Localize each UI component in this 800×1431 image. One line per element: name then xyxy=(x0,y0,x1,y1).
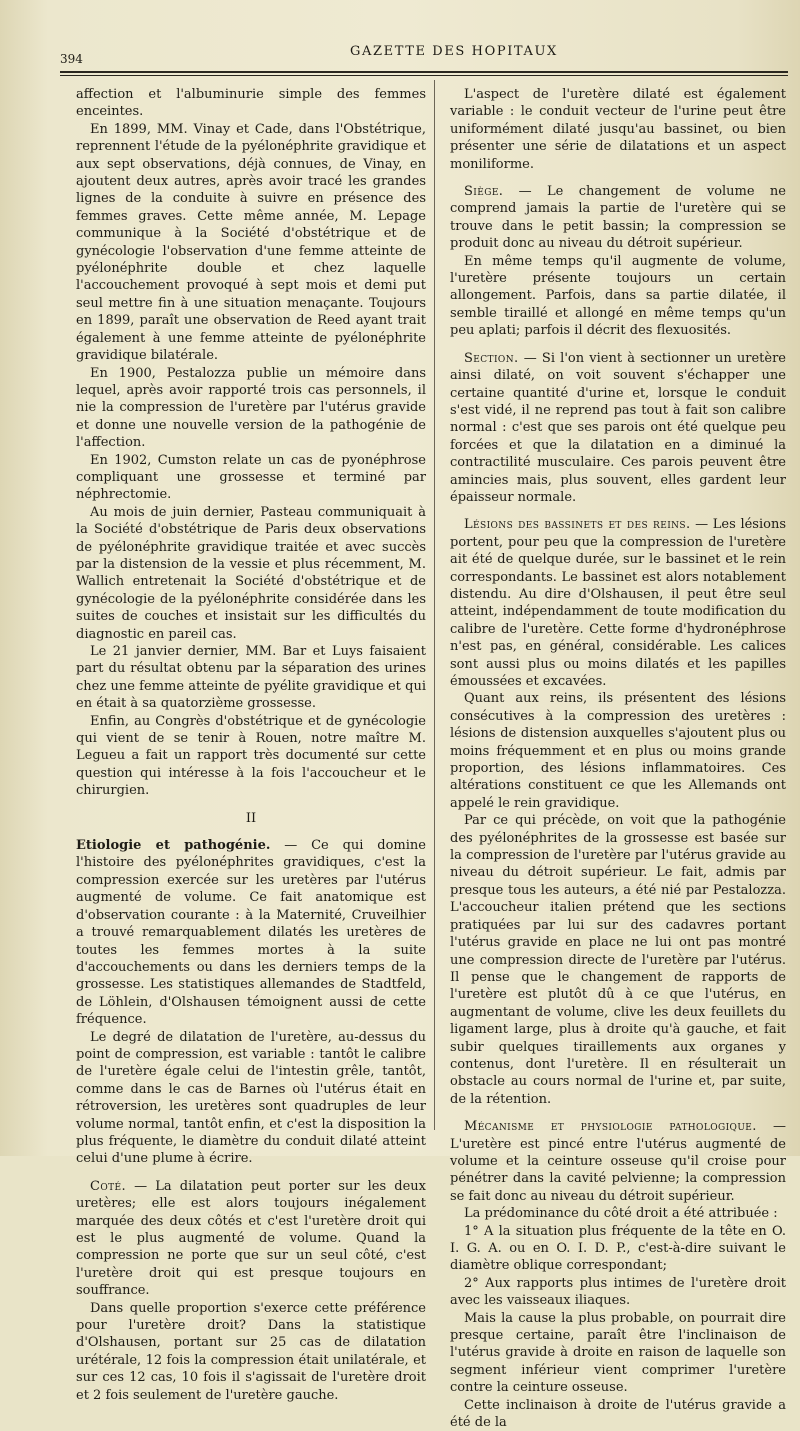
paragraph: Enfin, au Congrès d'obstétrique et de gynécologie qui vient de se tenir à Rouen, notre maître M. Legueu a fait un rapport très documenté sur cette question qui intéresse à la fois l'accoucheur et le chirurgien. xyxy=(76,713,426,799)
paragraph: La prédominance du côté droit a été attribuée : xyxy=(464,1206,778,1222)
paragraph-text: — La dilatation peut porter sur les deux uretères; elle est alors toujours inégalement marquée des deux côtés et c'est l'uretère droit qui est le plus augmenté de volume. Quand la compression ne porte que sur un seul côté, c'est l'uretère droit qui est presque toujours en souffrance. xyxy=(76,1178,426,1299)
paragraph-text: — Les lésions portent, pour peu que la compression de l'uretère ait été de quelque durée, sur le bassinet et le rein correspondants. Le bassinet est alors notablement distendu. Au dire d'Olshausen, il peut être seul atteint, indépendamment de toute modification du calibre de l'uretère. Cette forme d'hydronéphrose n'est pas, en général, considérable. Les calices sont aussi plus ou moins dilatés et les papilles émoussées et excavées. xyxy=(450,517,786,689)
paragraph xyxy=(450,350,786,507)
header-rule-thin xyxy=(60,75,788,76)
paragraph-text: — Si l'on vient à sectionner un uretère ainsi dilaté, on voit souvent s'échapper une certaine quantité d'urine et, lorsque le conduit s'est vidé, il ne reprend pas tout à fait son calibre normal : c'est que ses parois ont été quelque peu forcées et que la dilatation en a diminué la contractilité musculaire. Ces parois peuvent être amincies mais, plus souvent, elles gardent leur épaisseur normale. xyxy=(450,350,786,505)
paragraph-heading: Lésions des bassinets et des reins. xyxy=(464,517,691,533)
paragraph: Mais la cause la plus probable, on pourrait dire presque certaine, paraît être l'inclinaison de l'utérus gravide à droite en raison de laquelle son segment inférieur vient comprimer l'uretère contre la ceinture osseuse. xyxy=(450,1310,786,1396)
page-number: 394 xyxy=(60,52,83,66)
paragraph: En même temps qu'il augmente de volume, l'uretère présente toujours un certain allongement. Parfois, dans sa partie dilatée, il semble tiraillé et allongé en même temps qu'un peu aplati; parfois il décrit des flexuosités. xyxy=(450,253,786,339)
paragraph: Par ce qui précède, on voit que la pathogénie des pyélonéphrites de la grossesse est basée sur la compression de l'uretère par l'utérus gravide au niveau du détroit supérieur. Le fait, admis par presque tous les auteurs, a été nié par Pestalozza. L'accoucheur italien prétend que les sections pratiquées par lui sur des cadavres portant l'utérus gravide en place ne lui ont pas montré une compression directe de l'uretère par l'utérus. Il pense que le changement de rapports de l'uretère est plutôt dû à ce que l'utérus, en augmentant de volume, clive les deux feuillets du ligament large, plus à droite qu'à gauche, et fait subir quelques tiraillements aux organes y contenus, dont l'uretère. Il en résulterait un obstacle au cours normal de l'urine et, par suite, de la rétention. xyxy=(450,813,786,1107)
paragraph-heading: Mécanisme et physiologie pathologique. xyxy=(464,1119,757,1135)
paragraph xyxy=(76,837,426,1028)
paragraph: Le degré de dilatation de l'uretère, au-dessus du point de compression, est variable : tantôt le calibre de l'uretère égale celui de l'intestin grêle, tantôt, comme dans le cas de Barnes où l'utérus était en rétroversion, les uretères sont quadruples de leur volume normal, tantôt enfin, et c'est la disposition la plus fréquente, le diamètre du conduit dilaté atteint celui d'une plume à écrire. xyxy=(76,1029,426,1167)
paragraph-heading: Siège. xyxy=(464,184,504,200)
paragraph: Au mois de juin dernier, Pasteau communiquait à la Société d'obstétrique de Paris deux observations de pyélonéphrite gravidique traitée et avec succès par la distension de la vessie et plus récemment, M. Wallich entretenait la Société d'obstétrique et de gynécologie de la pyélonéphrite considérée dans les suites de couches et insistait sur les difficultés du diagnostic en pareil cas. xyxy=(76,504,426,642)
paragraph: En 1900, Pestalozza publie un mémoire dans lequel, après avoir rapporté trois cas personnels, il nie la compression de l'uretère par l'utérus gravide et donne une nouvelle version de la pathogénie de l'affection. xyxy=(76,365,426,451)
paragraph xyxy=(450,183,786,253)
paragraph-heading: Etiologie et pathogénie. xyxy=(76,838,271,854)
running-header xyxy=(0,42,800,66)
paragraph: En 1902, Cumston relate un cas de pyonéphrose compliquant une grossesse et terminé par néphrectomie. xyxy=(76,452,426,503)
paragraph: 1° A la situation plus fréquente de la tête en O. I. G. A. ou en O. I. D. P., c'est-à-dire suivant le diamètre oblique correspondant; xyxy=(450,1223,786,1274)
paragraph-text: — Le changement de volume ne comprend jamais la partie de l'uretère qui se trouve dans le petit bassin; la compression se produit donc au niveau du détroit supérieur. xyxy=(450,184,786,252)
paragraph: Dans quelle proportion s'exerce cette préférence pour l'uretère droit? Dans la statistique d'Olshausen, portant sur 25 cas de dilatation urétérale, 12 fois la compression était unilatérale, et sur ces 12 cas, 10 fois il s'agissait de l'uretère droit et 2 fois seulement de l'uretère gauche. xyxy=(76,1300,426,1403)
paragraph: L'aspect de l'uretère dilaté est également variable : le conduit vecteur de l'urine peut être uniformément dilaté jusqu'au bassinet, ou bien présenter une série de dilatations et un aspect moniliforme. xyxy=(450,87,786,172)
paragraph-text: — L'uretère est pincé entre l'utérus augmenté de volume et la ceinture osseuse qu'il croise pour pénétrer dans la cavité pelvienne; la compression se fait donc au niveau du détroit supérieur. xyxy=(450,1119,786,1204)
paragraph-heading: Coté. xyxy=(90,1178,127,1194)
left-column xyxy=(76,86,426,1404)
paragraph: affection et l'albuminurie simple des femmes enceintes. xyxy=(76,87,426,120)
column-divider xyxy=(434,80,435,1130)
paragraph xyxy=(76,1178,426,1300)
header-rule-thick xyxy=(60,71,788,73)
paragraph: 2° Aux rapports plus intimes de l'uretère droit avec les vaisseaux iliaques. xyxy=(450,1275,786,1309)
paragraph: Cette inclinaison à droite de l'utérus gravide a été de la xyxy=(450,1397,786,1431)
paragraph xyxy=(450,516,786,690)
paragraph: En 1899, MM. Vinay et Cade, dans l'Obstétrique, reprennent l'étude de la pyélonéphrite gravidique et aux sept observations, déjà connues, de Vinay, en ajoutent deux autres, après avoir tracé les grandes lignes de la conduite à suivre en présence des femmes graves. Cette même année, M. Lepage communique à la Société d'obstétrique et de gynécologie l'observation d'une femme atteinte de pyélonéphrite double et chez laquelle l'accouchement provoqué à sept mois et demi put seul mettre fin à une situation menaçante. Toujours en 1899, paraît une observation de Reed ayant trait également à une femme atteinte de pyélonéphrite gravidique bilatérale. xyxy=(76,121,426,364)
paragraph-heading: Section. xyxy=(464,350,519,366)
paragraph-text: — Ce qui domine l'histoire des pyélonéphrites gravidiques, c'est la compression exercée sur les uretères par l'utérus augmenté de volume. Ce fait anatomique est d'observation courante : à la Maternité, Cruveilhier a trouvé remarquablement dilatés les uretères de toutes les femmes mortes à la suite d'accouchements ou dans les derniers temps de la grossesse. Les statistiques allemandes de Stadtfeld, de Löhlein, d'Olshausen témoignent aussi de cette fréquence. xyxy=(76,838,426,1028)
publication-title: GAZETTE DES HOPITAUX xyxy=(350,44,558,59)
paragraph: Quant aux reins, ils présentent des lésions consécutives à la compression des uretères : lésions de distension auxquelles s'ajoutent plus ou moins fréquemment et en plus ou moins grande proportion, des lésions inflammatoires. Ces altérations constituent ce que les Allemands ont appelé le rein gravidique. xyxy=(450,691,786,811)
right-column xyxy=(450,86,786,1431)
section-number: II xyxy=(245,810,257,826)
paragraph: Le 21 janvier dernier, MM. Bar et Luys faisaient part du résultat obtenu par la séparation des urines chez une femme atteinte de pyélite gravidique et qui en était à sa quatorzième grossesse. xyxy=(76,644,426,712)
paragraph xyxy=(450,1118,786,1205)
